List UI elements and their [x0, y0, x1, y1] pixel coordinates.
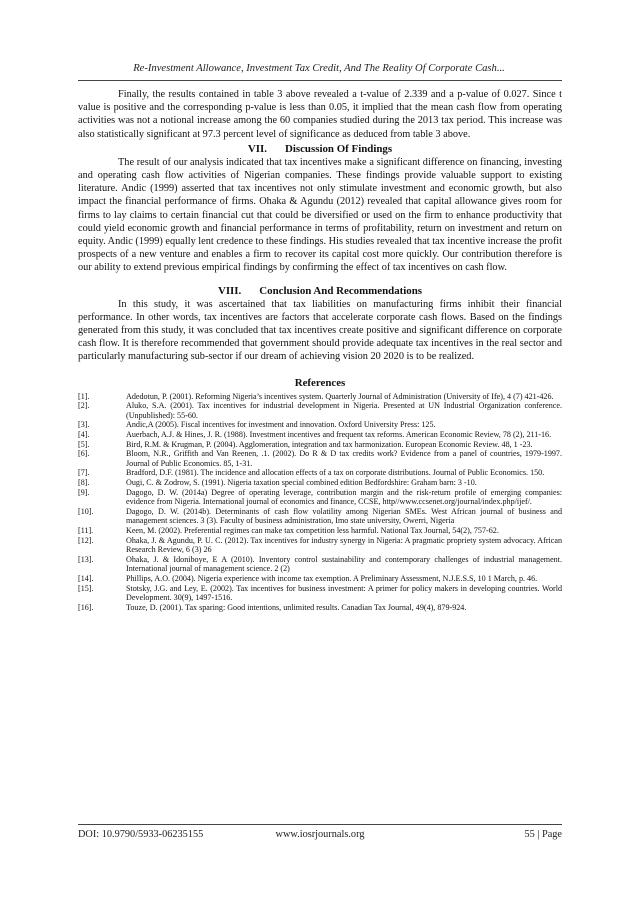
- reference-number: [2].: [78, 401, 90, 411]
- section-7-heading: [78, 142, 562, 156]
- reference-item: [78, 574, 562, 584]
- reference-text: Ougi, C. & Zodrow, S. (1991). Nigeria taxation special combined edition Bedfordshire: Graham barn: 3 -10.: [126, 478, 477, 487]
- reference-item: [78, 440, 562, 450]
- reference-item: [78, 555, 562, 574]
- running-header: Re-Investment Allowance, Investment Tax Credit, And The Reality Of Corporate Cash...: [133, 63, 505, 74]
- reference-item: [78, 430, 562, 440]
- reference-item: [78, 392, 562, 402]
- references-heading: References: [294, 376, 346, 389]
- reference-number: [7].: [78, 468, 90, 478]
- reference-number: [14].: [78, 573, 94, 583]
- section-8-paragraph: In this study, it was ascertained that tax liabilities on manufacturing firms inhibit their financial performance. In other words, tax incentives are factors that accelerate corporate cash flows. Based on the findings generated from this study, it was concluded that tax incentives create positive and significant difference on corporate cash flow. It is therefore recommended that government should provide adequate tax incentives in the real sector and particularly manufacturing sub-sector if our dream of achieving vision 20 2020 is to be realized.: [78, 298, 562, 363]
- reference-item: [78, 488, 562, 507]
- reference-text: Touze, D. (2001). Tax sparing: Good intentions, unlimited results. Canadian Tax Journal, 49(4), 879-924.: [126, 602, 467, 612]
- reference-number: [15].: [78, 583, 94, 593]
- section-7-title: Discussion Of Findings: [284, 142, 393, 155]
- reference-text: Ohaka, J. & Agundu, P. U. C. (2012). Tax incentives for industry synergy in Nigeria: A pragmatic propriety system advocacy. African Research Review, 6 (3) 26: [126, 535, 562, 555]
- reference-number: [8].: [78, 478, 90, 487]
- reference-text: Andic,A (2005). Fiscal incentives for investment and innovation. Oxford University Press: 125.: [126, 420, 436, 430]
- section-7-paragraph: The result of our analysis indicated that tax incentives make a significant difference on financing, investing and operating cash flow activities of Nigerian companies. These findings provide valuable support to existing literature. Andic (1999) asserted that tax incentives not only stimulate investment and economic growth, but also impact the financial performance of firms. Ohaka & Agundu (2012) revealed that capital allowance gives room for firms to lay claims to certain financial cut that could be diversified or used on the firm to enhance productivity that could yield economic growth and financial performance in terms of profitability, return on investment and return on equity. Andic (1999) equally lent credence to these findings. His studies revealed that tax incentive increase the profit prospects of a new venture and enables a firm to recover its capital cost more quickly. Our contribution therefore is our ability to extend previous empirical findings by confirming the effect of tax incentives on cash flow.: [78, 156, 562, 274]
- reference-item: [78, 468, 562, 478]
- page-body: [78, 88, 562, 612]
- reference-item: [78, 449, 562, 468]
- reference-number: [13].: [78, 554, 94, 564]
- footer-divider: [78, 824, 562, 825]
- section-7-number: VII.: [247, 142, 267, 155]
- reference-number: [1].: [78, 391, 90, 401]
- section-8-heading: [78, 284, 562, 298]
- section-8-number: VIII.: [217, 284, 242, 297]
- references-list: [78, 392, 562, 613]
- reference-item: [78, 526, 562, 536]
- reference-item: [78, 401, 562, 420]
- reference-number: [3].: [78, 420, 90, 430]
- reference-text: Stotsky, J.G. and Ley, E. (2002). Tax incentives for business investment: A primer for policy makers in developing countries. World Development. 30(9), 1497-1516.: [126, 583, 562, 603]
- reference-number: [11].: [78, 525, 94, 535]
- reference-text: Adedotun, P. (2001). Reforming Nigeria’s incentives system. Quarterly Journal of Administration (University of Ife), 4 (7) 421-426.: [126, 391, 554, 401]
- reference-text: Dagogo, D. W. (2014a) Degree of operating leverage, contribution margin and the risk-return profile of emerging companies: evidence from Nigeria. International journal of economics and finance, CCSE, http//www.ccsenet.org/journal/index.php/ijef/.: [126, 487, 562, 507]
- reference-number: [6].: [78, 449, 90, 459]
- reference-item: [78, 420, 562, 430]
- reference-item: [78, 536, 562, 555]
- reference-text: Aluko, S.A. (2001). Tax incentives for industrial development in Nigeria. Presented at UN Industrial Organization conference. (Unpublished): 55-60.: [126, 401, 562, 420]
- reference-text: Dagogo, D. W. (2014b). Determinants of cash flow volatility among Nigerian SMEs. West African journal of business and management sciences. 3 (3). Faculty of business administration, Imo state university, Owerri, Nigeria: [126, 506, 562, 526]
- reference-number: [4].: [78, 430, 90, 440]
- reference-text: Bloom, N.R., Griffith and Van Reenen, .1. (2002). Do R & D tax credits work? Evidence from a panel of countries, 1979-1997. Journal of Public Economics. 85, 1-31.: [126, 449, 562, 468]
- reference-text: Keen, M. (2002). Preferential regimes can make tax competition less harmful. National Tax Journal, 54(2), 757-62.: [126, 525, 499, 535]
- reference-number: [12].: [78, 535, 94, 545]
- reference-text: Ohaka, J. & Idoniboye, E A (2010). Inventory control sustainability and contemporary challenges of industrial management. International journal of management science. 2 (2): [126, 554, 562, 574]
- reference-number: [16].: [78, 602, 94, 612]
- reference-number: [5].: [78, 439, 90, 449]
- reference-item: [78, 478, 562, 488]
- reference-text: Bradford, D.F. (1981). The incidence and allocation effects of a tax on corporate distributions. Journal of Public Economics. 150.: [126, 468, 545, 478]
- reference-number: [10].: [78, 506, 94, 516]
- reference-number: [9].: [78, 487, 90, 497]
- reference-item: [78, 603, 562, 613]
- reference-item: [78, 507, 562, 526]
- intro-paragraph: Finally, the results contained in table 3 above revealed a t-value of 2.339 and a p-value of 0.027. Since t value is positive and the corresponding p-value is less than 0.05, it implied that the mean cash flow from operating activities was not a notional increase among the 60 companies studied during the 2013 tax period. This increase was also statistically significant at 97.3 percent level of significance as deduced from table 3 above.: [78, 89, 562, 140]
- reference-text: Bird, R.M. & Krugman, P. (2004). Agglomeration, integration and tax harmonization. European Economic Review. 48, 1 -23.: [126, 439, 533, 449]
- reference-text: Auerbach, A.J. & Hines, J. R. (1988). Investment incentives and frequent tax reforms. American Economic Review, 78 (2), 211-16.: [126, 430, 552, 440]
- section-8-title: Conclusion And Recommendations: [259, 284, 423, 297]
- header-divider: [78, 80, 562, 81]
- reference-item: [78, 584, 562, 603]
- page-number: 55 | Page: [524, 829, 562, 840]
- reference-text: Phillips, A.O. (2004). Nigeria experience with income tax exemption. A Preliminary Assessment, N.J.E.S.S, 10 1 March, p. 46.: [126, 573, 538, 583]
- doi-label: DOI: 10.9790/5933-06235155: [78, 829, 204, 840]
- journal-website: www.iosrjournals.org: [275, 829, 365, 840]
